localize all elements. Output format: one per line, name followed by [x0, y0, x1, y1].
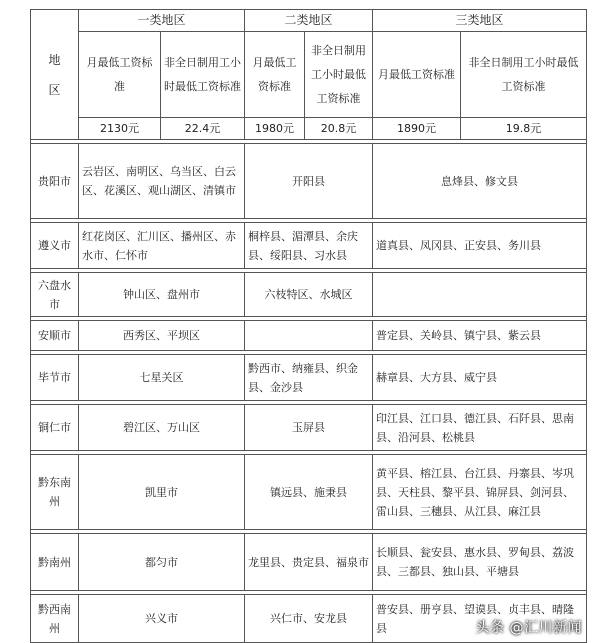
class2-cell: 龙里县、贵定县、福泉市 — [245, 534, 373, 591]
class3-cell: 长顺县、瓮安县、惠水县、罗甸县、荔波县、三都县、独山县、平塘县 — [373, 534, 587, 591]
class1-header: 一类地区 — [79, 10, 245, 32]
class2-hourly-value: 20.8元 — [305, 118, 373, 140]
class2-cell — [245, 321, 373, 351]
class3-cell: 黄平县、榕江县、台江县、丹寨县、岑巩县、天柱县、黎平县、锦屏县、剑河县、雷山县、三穗县、从江县、麻江县 — [373, 455, 587, 530]
table-row — [31, 355, 587, 401]
city-cell: 铜仁市 — [31, 405, 79, 451]
class3-cell: 普安县、册亨县、望谟县、贞丰县、晴隆县 — [373, 595, 587, 643]
class3-cell: 道真县、凤冈县、正安县、务川县 — [373, 223, 587, 269]
class3-monthly-header: 月最低工资标准 — [373, 32, 461, 118]
table-row — [31, 273, 587, 317]
class2-cell: 黔西市、纳雍县、织金县、金沙县 — [245, 355, 373, 401]
class2-cell: 兴仁市、安龙县 — [245, 595, 373, 643]
minimum-wage-table — [30, 9, 587, 643]
class2-cell: 镇远县、施秉县 — [245, 455, 373, 530]
class3-cell: 普定县、关岭县、镇宁县、紫云县 — [373, 321, 587, 351]
class3-cell: 赫章县、大方县、威宁县 — [373, 355, 587, 401]
class1-hourly-header: 非全日制用工小时最低工资标准 — [161, 32, 245, 118]
city-cell: 黔南州 — [31, 534, 79, 591]
class1-hourly-value: 22.4元 — [161, 118, 245, 140]
city-cell: 贵阳市 — [31, 144, 79, 219]
city-cell: 六盘水市 — [31, 273, 79, 317]
class1-cell: 都匀市 — [79, 534, 245, 591]
class3-cell: 息烽县、修文县 — [373, 144, 587, 219]
watermark: 头条 @汇川新闻 — [475, 620, 582, 636]
class2-monthly-value: 1980元 — [245, 118, 305, 140]
class1-cell: 七星关区 — [79, 355, 245, 401]
city-cell: 黔西南州 — [31, 595, 79, 643]
wage-table-container — [30, 9, 586, 643]
table-row — [31, 223, 587, 269]
class2-cell: 玉屏县 — [245, 405, 373, 451]
class1-cell: 兴义市 — [79, 595, 245, 643]
region-header: 地 区 — [31, 10, 79, 140]
class3-monthly-value: 1890元 — [373, 118, 461, 140]
class2-cell: 六枝特区、水城区 — [245, 273, 373, 317]
class1-cell: 西秀区、平坝区 — [79, 321, 245, 351]
class3-cell — [373, 273, 587, 317]
class3-hourly-value: 19.8元 — [461, 118, 587, 140]
table-row — [31, 534, 587, 591]
class2-cell: 开阳县 — [245, 144, 373, 219]
table-row — [31, 405, 587, 451]
class3-hourly-header: 非全日制用工小时最低工资标准 — [461, 32, 587, 118]
table-row — [31, 144, 587, 219]
class1-monthly-value: 2130元 — [79, 118, 161, 140]
class1-cell: 云岩区、南明区、乌当区、白云区、花溪区、观山湖区、清镇市 — [79, 144, 245, 219]
class2-hourly-header: 非全日制用工小时最低工资标准 — [305, 32, 373, 118]
city-cell: 安顺市 — [31, 321, 79, 351]
city-cell: 毕节市 — [31, 355, 79, 401]
class2-header: 二类地区 — [245, 10, 373, 32]
class2-cell: 桐梓县、湄潭县、余庆县、绥阳县、习水县 — [245, 223, 373, 269]
class1-cell: 钟山区、盘州市 — [79, 273, 245, 317]
class3-header: 三类地区 — [373, 10, 587, 32]
table-row — [31, 321, 587, 351]
city-cell: 遵义市 — [31, 223, 79, 269]
class1-cell: 红花岗区、汇川区、播州区、赤水市、仁怀市 — [79, 223, 245, 269]
class1-cell: 碧江区、万山区 — [79, 405, 245, 451]
table-row — [31, 455, 587, 530]
class3-cell: 印江县、江口县、德江县、石阡县、思南县、沿河县、松桃县 — [373, 405, 587, 451]
class1-cell: 凯里市 — [79, 455, 245, 530]
class1-monthly-header: 月最低工资标准 — [79, 32, 161, 118]
class2-monthly-header: 月最低工资标准 — [245, 32, 305, 118]
city-cell: 黔东南州 — [31, 455, 79, 530]
